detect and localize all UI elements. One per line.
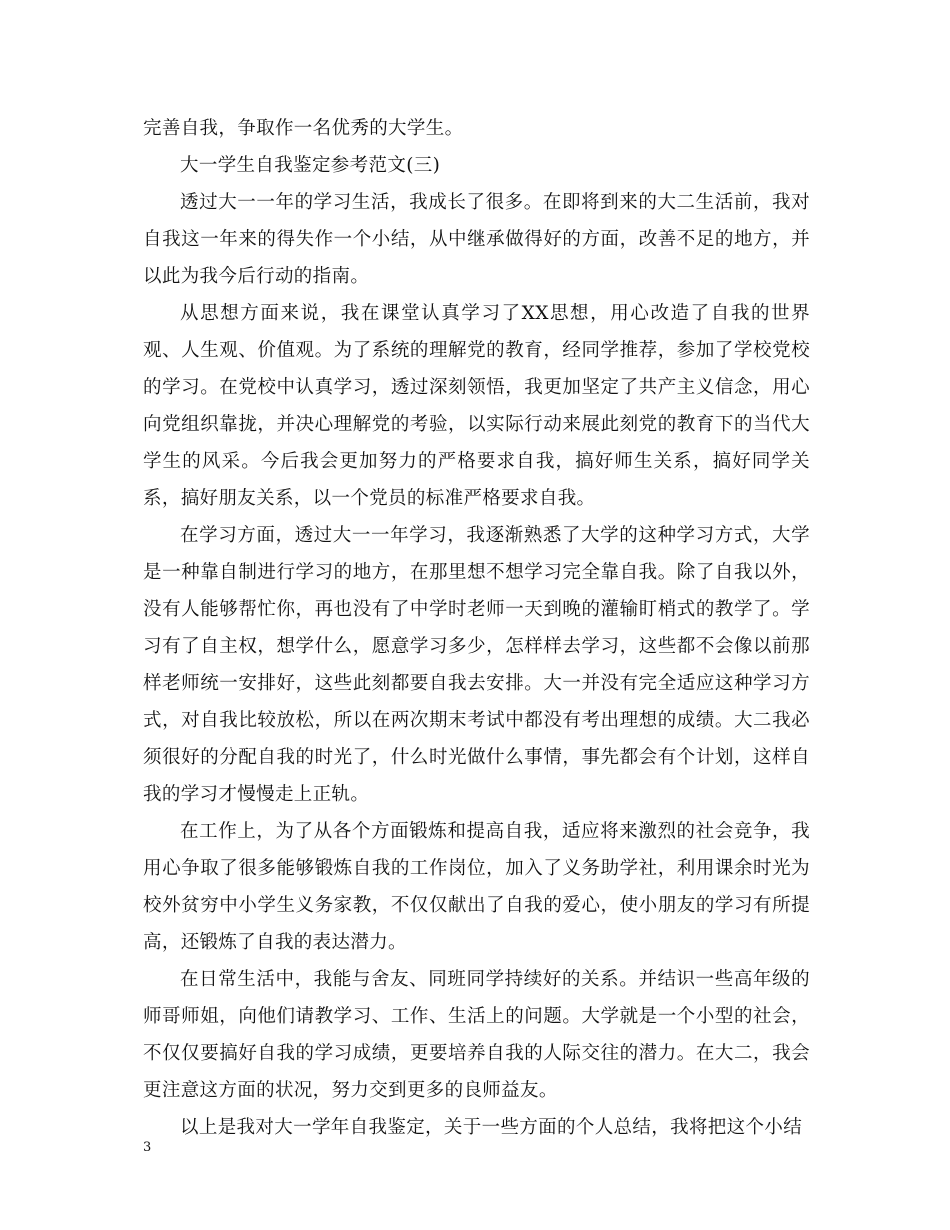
paragraph-study: 在学习方面，透过大一一年学习，我逐渐熟悉了大学的这种学习方式，大学是一种靠自制进行学习的地方，在那里想不想学习完全靠自我。除了自我以外，没有人能够帮忙你，再也没有了中学时老师一天到晚的灌输盯梢式的教学了。学习有了自主权，想学什么，愿意学习多少，怎样样去学习，这些都不会像以前那样老师统一安排好，这些此刻都要自我去安排。大一并没有完全适应这种学习方式，对自我比较放松，所以在两次期末考试中都没有考出理想的成绩。大二我必须很好的分配自我的时光了，什么时光做什么事情，事先都会有个计划，这样自我的学习才慢慢走上正轨。 [143, 525, 810, 805]
paragraph-conclusion: 以上是我对大一学年自我鉴定，关于一些方面的个人总结，我将把这个小结 [180, 1117, 803, 1138]
paragraph-continuation: 完善自我，争取作一名优秀的大学生。 [143, 118, 464, 139]
body-text [143, 110, 810, 1146]
paragraph-intro: 透过大一一年的学习生活，我成长了很多。在即将到来的大二生活前，我对自我这一年来的得失作一个小结，从中继承做得好的方面，改善不足的地方，并以此为我今后行动的指南。 [143, 192, 810, 287]
paragraph-daily-life: 在日常生活中，我能与舍友、同班同学持续好的关系。并结识一些高年级的师哥师姐，向他们请教学习、工作、生活上的问题。大学就是一个小型的社会，不仅仅要搞好自我的学习成绩，更要培养自我的人际交往的潜力。在大二，我会更注意这方面的状况，努力交到更多的良师益友。 [143, 969, 810, 1101]
paragraph-work: 在工作上，为了从各个方面锻炼和提高自我，适应将来激烈的社会竞争，我用心争取了很多能够锻炼自我的工作岗位，加入了义务助学社，利用课余时光为校外贫穷中小学生义务家教，不仅仅献出了自我的爱心，使小朋友的学习有所提高，还锻炼了自我的表达潜力。 [143, 821, 810, 953]
section-heading: 大一学生自我鉴定参考范文(三) [180, 155, 441, 176]
page-number: 3 [143, 1140, 152, 1155]
paragraph-thought: 从思想方面来说，我在课堂认真学习了XX思想，用心改造了自我的世界观、人生观、价值观。为了系统的理解党的教育，经同学推荐，参加了学校党校的学习。在党校中认真学习，透过深刻领悟，我更加坚定了共产主义信念，用心向党组织靠拢，并决心理解党的考验，以实际行动来展此刻党的教育下的当代大学生的风采。今后我会更加努力的严格要求自我，搞好师生关系，搞好同学关系，搞好朋友关系，以一个党员的标准严格要求自我。 [143, 303, 810, 509]
